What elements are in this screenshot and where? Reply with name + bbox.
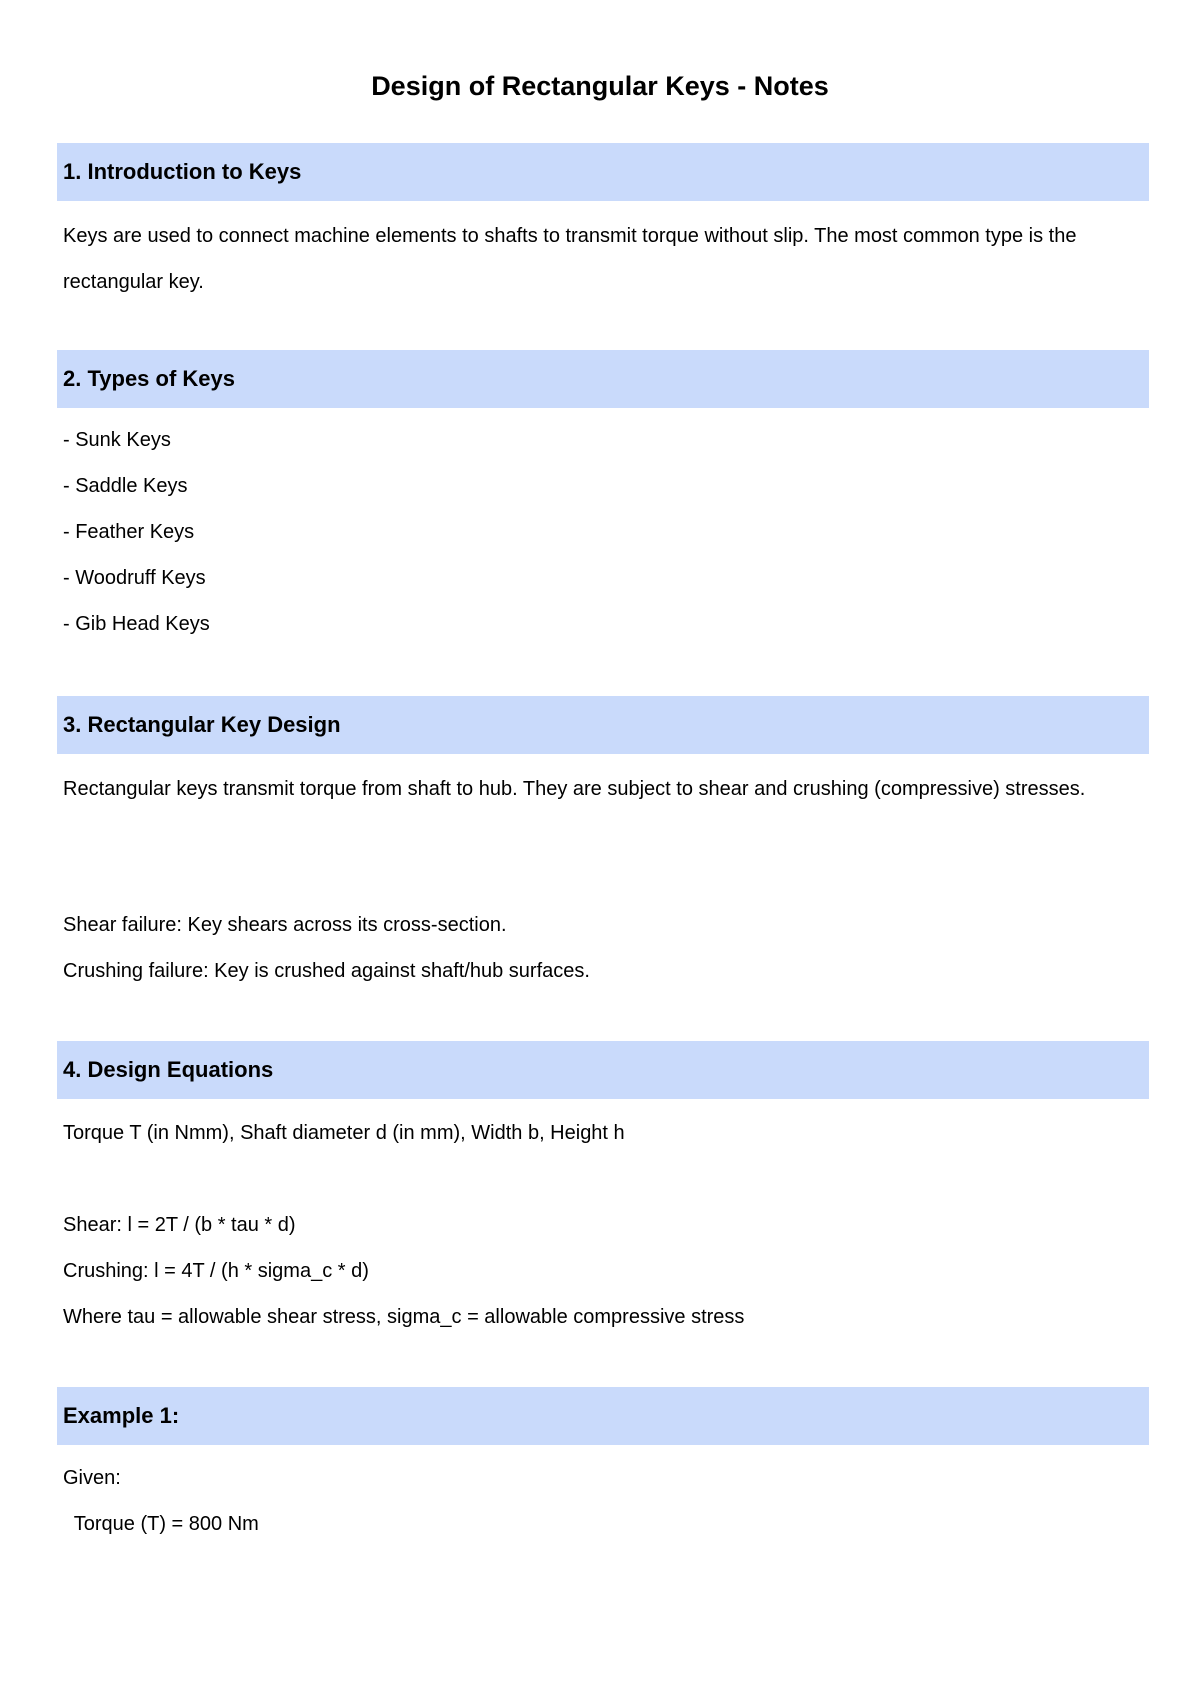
document-title: Design of Rectangular Keys - Notes xyxy=(371,71,829,101)
list-item-gib-head-keys: - Gib Head Keys xyxy=(63,613,210,635)
equation-legend-line: Where tau = allowable shear stress, sigma_c = allowable compressive stress xyxy=(63,1306,745,1328)
shear-failure-line: Shear failure: Key shears across its cross-section. xyxy=(63,914,507,936)
section-header-example-1: Example 1: xyxy=(57,1387,1149,1445)
list-item-woodruff-keys: - Woodruff Keys xyxy=(63,567,206,589)
shear-equation-line: Shear: l = 2T / (b * tau * d) xyxy=(63,1214,296,1236)
section-header-rectangular-key-design: 3. Rectangular Key Design xyxy=(57,696,1149,754)
list-item-feather-keys: - Feather Keys xyxy=(63,521,195,543)
example-given-line: Given: xyxy=(63,1467,121,1489)
equation-variables-line: Torque T (in Nmm), Shaft diameter d (in mm), Width b, Height h xyxy=(63,1122,625,1144)
list-item-saddle-keys: - Saddle Keys xyxy=(63,475,188,497)
example-torque-line: Torque (T) = 800 Nm xyxy=(63,1513,259,1535)
rectangular-key-paragraph: Rectangular keys transmit torque from shaft to hub. They are subject to shear and crushing (compressive) stresses. xyxy=(63,778,1086,800)
introduction-paragraph: Keys are used to connect machine elements to shafts to transmit torque without slip. The most common type is the rectangular key. xyxy=(63,225,1077,293)
list-item-sunk-keys: - Sunk Keys xyxy=(63,429,171,451)
crushing-equation-line: Crushing: l = 4T / (h * sigma_c * d) xyxy=(63,1260,369,1282)
section-header-types: 2. Types of Keys xyxy=(57,350,1149,408)
section-header-design-equations: 4. Design Equations xyxy=(57,1041,1149,1099)
crushing-failure-line: Crushing failure: Key is crushed against shaft/hub surfaces. xyxy=(63,960,590,982)
section-header-introduction: 1. Introduction to Keys xyxy=(57,143,1149,201)
